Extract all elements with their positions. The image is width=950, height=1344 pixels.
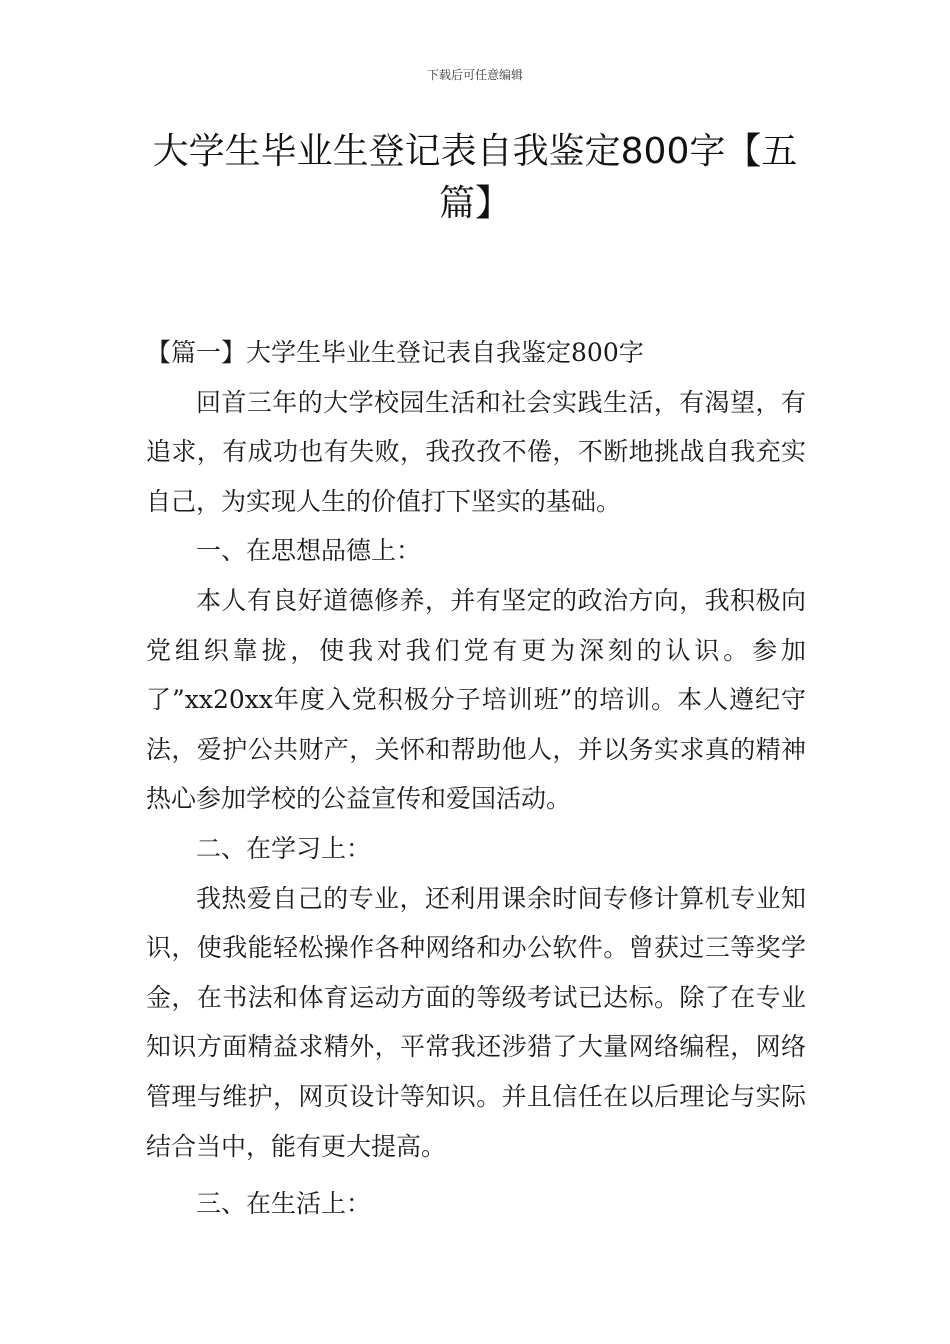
subheading-life: 三、在生活上： xyxy=(196,1189,372,1219)
subheading-study: 二、在学习上： xyxy=(196,833,372,863)
paragraph-morality: 本人有良好道德修养，并有坚定的政治方向，我积极向党组织靠拢，使我对我们党有更为深刻的认识。参加了”xx20xx年度入党积极分子培训班”的培训。本人遵纪守法，爱护公共财产，关怀和帮助他人，并以务实求真的精神热心参加学校的公益宣传和爱国活动。 xyxy=(146,585,806,814)
section-heading: 【篇一】大学生毕业生登记表自我鉴定800字 xyxy=(146,338,644,367)
document-body xyxy=(146,328,806,1229)
document-title: 大学生毕业生登记表自我鉴定800字【五篇】 xyxy=(152,131,798,224)
subheading-morality: 一、在思想品德上： xyxy=(196,536,422,566)
paragraph-intro: 回首三年的大学校园生活和社会实践生活，有渴望，有追求，有成功也有失败，我孜孜不倦，不断地挑战自我充实自己，为实现人生的价值打下坚实的基础。 xyxy=(146,387,806,516)
paragraph-study: 我热爱自己的专业，还利用课余时间专修计算机专业知识，使我能轻松操作各种网络和办公软件。曾获过三等奖学金，在书法和体育运动方面的等级考试已达标。除了在专业知识方面精益求精外，平常我还涉猎了大量网络编程，网络管理与维护，网页设计等知识。并且信任在以后理论与实际结合当中，能有更大提高。 xyxy=(146,883,806,1161)
header-note: 下载后可任意编辑 xyxy=(426,68,523,82)
